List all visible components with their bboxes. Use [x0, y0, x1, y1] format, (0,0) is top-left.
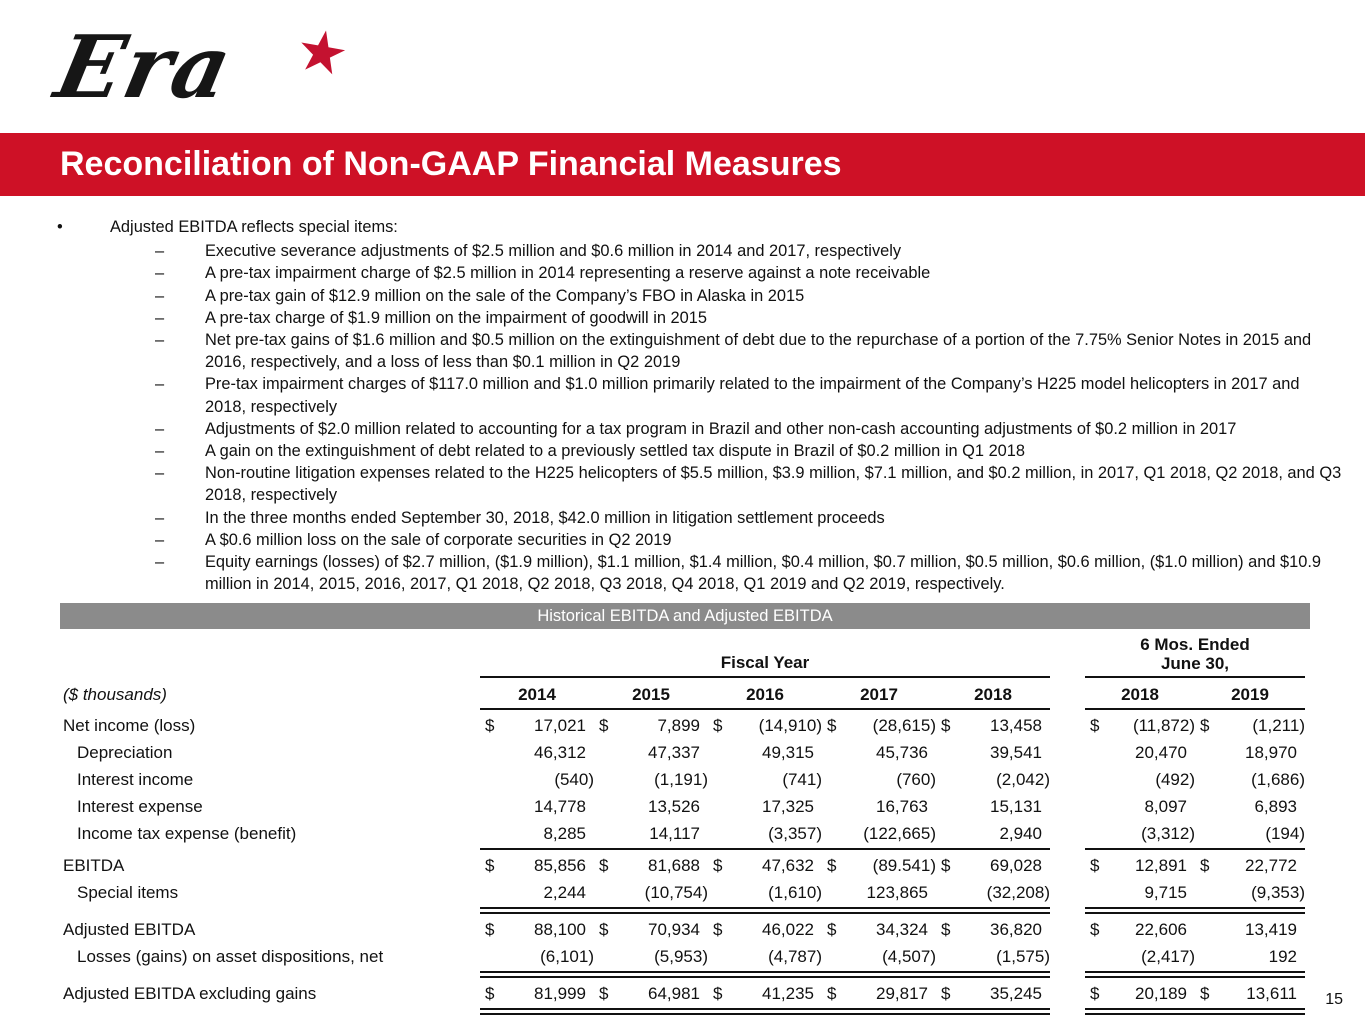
row-label: Interest expense [77, 796, 203, 816]
title-bar [0, 133, 1365, 196]
value-cell [822, 824, 936, 844]
cell-value: 16,763 [876, 796, 928, 816]
cell-value: (10,754) [644, 882, 708, 902]
cell-value: 81,999 [534, 983, 586, 1003]
table-row [63, 712, 1305, 739]
table-rule [480, 708, 1050, 710]
rule-row [63, 1008, 1305, 1015]
value-cell [594, 883, 708, 903]
value-cell [594, 984, 708, 1004]
year-header: 2015 [632, 685, 670, 704]
cell-value: 70,934 [648, 919, 700, 939]
cell-value: 22,606 [1135, 919, 1187, 939]
value-cell [594, 947, 708, 967]
dollar-sign: $ [941, 983, 951, 1003]
cell-value: 13,419 [1245, 919, 1297, 939]
row-label: Income tax expense (benefit) [77, 823, 297, 843]
cell-value: (9,353) [1251, 882, 1305, 902]
rule-row [63, 971, 1305, 978]
table-body [63, 712, 1305, 1015]
value-cell [936, 856, 1050, 876]
value-cell [708, 984, 822, 1004]
value-cell [822, 797, 936, 817]
cell-value: (492) [1155, 769, 1195, 789]
table-rule [480, 907, 1050, 914]
table-year-header-row [63, 678, 1305, 707]
table-row [63, 793, 1305, 820]
cell-value: 64,981 [648, 983, 700, 1003]
cell-value: 20,189 [1135, 983, 1187, 1003]
cell-value: (5,953) [654, 946, 708, 966]
rule-row [63, 708, 1305, 710]
year-header: 2016 [746, 685, 784, 704]
six-months-group-header [1085, 635, 1305, 678]
value-cell [708, 947, 822, 967]
dollar-sign: $ [485, 983, 495, 1003]
year-header: 2018 [974, 685, 1012, 704]
cell-value: 13,611 [1246, 983, 1297, 1003]
table-rule [1085, 971, 1305, 978]
star-icon: ★ [290, 15, 354, 90]
value-cell [594, 770, 708, 790]
table-group-header-row [63, 631, 1305, 678]
cell-value: 8,097 [1144, 796, 1187, 816]
table-rule [1085, 907, 1305, 914]
dollar-sign: $ [941, 855, 951, 875]
value-cell [480, 920, 594, 940]
dollar-sign: $ [1090, 983, 1100, 1003]
cell-value: (4,507) [882, 946, 936, 966]
cell-value: 6,893 [1254, 796, 1297, 816]
dollar-sign: $ [941, 715, 951, 735]
cell-value: (14,910) [758, 715, 822, 735]
value-cell [936, 947, 1050, 967]
table-row [63, 943, 1305, 970]
year-header: 2019 [1231, 685, 1269, 704]
value-cell [480, 716, 594, 736]
cell-value: 46,022 [762, 919, 814, 939]
value-cell [708, 770, 822, 790]
dollar-sign: $ [713, 983, 723, 1003]
value-cell [822, 716, 936, 736]
year-header: 2017 [860, 685, 898, 704]
bullet-sub-item: – Pre-tax impairment charges of $117.0 million and $1.0 million primarily related to the impairment of the Company’s H225 model helicopters in 2017 and 2018, respectively [155, 373, 1345, 417]
dollar-sign: $ [1200, 983, 1210, 1003]
cell-value: (1,686) [1251, 769, 1305, 789]
value-cell [480, 824, 594, 844]
cell-value: (1,575) [996, 946, 1050, 966]
cell-value: 49,315 [762, 742, 814, 762]
value-cell [708, 856, 822, 876]
value-cell [480, 770, 594, 790]
cell-value: 20,470 [1135, 742, 1187, 762]
table-title-text: Historical EBITDA and Adjusted EBITDA [537, 607, 833, 625]
row-label: Special items [77, 882, 179, 902]
cell-value: (6,101) [540, 946, 594, 966]
bullet-sub-item: – Non-routine litigation expenses related to the H225 helicopters of $5.5 million, $3.9 million, $7.1 million, and $0.2 million, in 2017, Q1 2018, Q2 2018, and Q3 2018, respectively [155, 462, 1345, 506]
cell-value: 2,940 [999, 823, 1042, 843]
value-cell [594, 797, 708, 817]
value-cell [1085, 920, 1195, 940]
value-cell [1195, 856, 1305, 876]
bullet-sub-item: – In the three months ended September 30, 2018, $42.0 million in litigation settlement proceeds [155, 507, 1345, 529]
table-row [63, 980, 1305, 1007]
cell-value: 18,970 [1245, 742, 1297, 762]
value-cell [594, 743, 708, 763]
cell-value: (1,211) [1252, 715, 1305, 735]
dollar-sign: $ [1090, 855, 1100, 875]
cell-value: 88,100 [534, 919, 586, 939]
bullet-sub-list [0, 240, 1365, 595]
cell-value: 2,244 [543, 882, 586, 902]
dollar-sign: $ [1200, 715, 1210, 735]
value-cell [1195, 947, 1305, 967]
dollar-sign: $ [1090, 919, 1100, 939]
value-cell [594, 824, 708, 844]
rule-row [63, 907, 1305, 914]
value-cell [594, 920, 708, 940]
dollar-sign: $ [485, 919, 495, 939]
financial-table [63, 631, 1305, 1017]
value-cell [594, 716, 708, 736]
cell-value: (3,357) [768, 823, 822, 843]
row-label: EBITDA [63, 855, 125, 875]
table-row [63, 739, 1305, 766]
dollar-sign: $ [827, 715, 837, 735]
bullet-sub-item: – A pre-tax impairment charge of $2.5 million in 2014 representing a reserve against a note receivable [155, 262, 1345, 284]
value-cell [822, 920, 936, 940]
cell-value: (741) [782, 769, 822, 789]
cell-value: 45,736 [876, 742, 928, 762]
value-cell [480, 856, 594, 876]
cell-value: 35,245 [990, 983, 1042, 1003]
value-cell [936, 984, 1050, 1004]
cell-value: 29,817 [876, 983, 928, 1003]
value-cell [1195, 883, 1305, 903]
bullet-sub-item: – A gain on the extinguishment of debt related to a previously settled tax dispute in Brazil of $0.2 million in Q1 2018 [155, 440, 1345, 462]
bullet-sub-item: – A pre-tax charge of $1.9 million on the impairment of goodwill in 2015 [155, 307, 1345, 329]
value-cell [708, 797, 822, 817]
value-cell [480, 984, 594, 1004]
value-cell [480, 947, 594, 967]
year-header: 2014 [518, 685, 556, 704]
dollar-sign: $ [713, 715, 723, 735]
table-rule [480, 971, 1050, 978]
rule-row [63, 848, 1305, 850]
value-cell [936, 824, 1050, 844]
cell-value: 47,337 [648, 742, 700, 762]
value-cell [1195, 824, 1305, 844]
dollar-sign: $ [713, 855, 723, 875]
dollar-sign: $ [1200, 855, 1210, 875]
value-cell [936, 883, 1050, 903]
dollar-sign: $ [827, 983, 837, 1003]
era-logo-text: Era [47, 17, 242, 118]
value-cell [1085, 716, 1195, 736]
dollar-sign: $ [713, 919, 723, 939]
row-label: Adjusted EBITDA excluding gains [63, 983, 317, 1003]
value-cell [822, 743, 936, 763]
value-cell [1195, 770, 1305, 790]
table-row [63, 820, 1305, 847]
dollar-sign: $ [599, 983, 609, 1003]
dollar-sign: $ [827, 855, 837, 875]
cell-value: 46,312 [534, 742, 586, 762]
dollar-sign: $ [827, 919, 837, 939]
units-label: ($ thousands) [63, 685, 167, 704]
page-title: Reconciliation of Non-GAAP Financial Measures [60, 145, 842, 183]
six-months-line2: June 30, [1160, 654, 1230, 673]
row-label: Losses (gains) on asset dispositions, net [77, 946, 384, 966]
value-cell [1195, 716, 1305, 736]
value-cell [708, 743, 822, 763]
cell-value: (89.541) [872, 855, 936, 875]
bullet-main-text: Adjusted EBITDA reflects special items: [110, 218, 398, 236]
table-title-band [60, 603, 1310, 629]
era-logo [47, 15, 372, 130]
cell-value: 12,891 [1135, 855, 1187, 875]
cell-value: (1,610) [768, 882, 822, 902]
table-row [63, 766, 1305, 793]
value-cell [822, 947, 936, 967]
bullet-sub-item: – A pre-tax gain of $12.9 million on the sale of the Company’s FBO in Alaska in 2015 [155, 285, 1345, 307]
value-cell [708, 824, 822, 844]
value-cell [822, 770, 936, 790]
bullet-sub-item: – Executive severance adjustments of $2.5 million and $0.6 million in 2014 and 2017, respectively [155, 240, 1345, 262]
cell-value: (122,665) [863, 823, 936, 843]
cell-value: (2,042) [996, 769, 1050, 789]
value-cell [708, 883, 822, 903]
cell-value: 85,856 [534, 855, 586, 875]
bullet-sub-item: – Adjustments of $2.0 million related to accounting for a tax program in Brazil and other non-cash accounting adjustments of $0.2 million in 2017 [155, 418, 1345, 440]
cell-value: 192 [1268, 946, 1297, 966]
cell-value: 9,715 [1144, 882, 1187, 902]
value-cell [1195, 920, 1305, 940]
row-label: Net income (loss) [63, 715, 196, 735]
cell-value: 17,325 [762, 796, 814, 816]
value-cell [936, 797, 1050, 817]
value-cell [822, 856, 936, 876]
row-label: Depreciation [77, 742, 173, 762]
value-cell [936, 716, 1050, 736]
page-number: 15 [1325, 991, 1343, 1008]
value-cell [936, 920, 1050, 940]
cell-value: 123,865 [866, 882, 928, 902]
cell-value: (760) [896, 769, 936, 789]
bullet-main-item [57, 216, 1365, 238]
cell-value: 34,324 [876, 919, 928, 939]
cell-value: (194) [1265, 823, 1305, 843]
value-cell [936, 743, 1050, 763]
value-cell [1085, 883, 1195, 903]
bullet-list [0, 216, 1365, 595]
bullet-sub-item: – Equity earnings (losses) of $2.7 million, ($1.9 million), $1.1 million, $1.4 million, $0.4 million, $0.7 million, $0.5 million, $0.6 million, ($1.0 million) and $10.9 million in 2014, 2015, 2016, 2017, Q1 2018, Q2 2018, Q3 2018, Q4 2018, Q1 2019 and Q2 2019, respectively. [155, 551, 1345, 595]
table-rule [1085, 708, 1305, 710]
cell-value: 7,899 [657, 715, 700, 735]
bullet-sub-item: – Net pre-tax gains of $1.6 million and $0.5 million on the extinguishment of debt due to the repurchase of a portion of the 7.75% Senior Notes in 2015 and 2016, respectively, and a loss of less than $0.1 million in Q2 2019 [155, 329, 1345, 373]
value-cell [1195, 743, 1305, 763]
dollar-sign: $ [485, 855, 495, 875]
value-cell [480, 743, 594, 763]
value-cell [1085, 797, 1195, 817]
table-rule [1085, 1008, 1305, 1015]
cell-value: 13,458 [990, 715, 1042, 735]
table-rule [480, 848, 1050, 850]
six-months-line1: 6 Mos. Ended [1140, 635, 1250, 654]
cell-value: 14,778 [534, 796, 586, 816]
value-cell [708, 920, 822, 940]
value-cell [1085, 770, 1195, 790]
cell-value: (11,872) [1132, 715, 1195, 735]
value-cell [822, 984, 936, 1004]
table-row [63, 916, 1305, 943]
bullet-sub-item: – A $0.6 million loss on the sale of corporate securities in Q2 2019 [155, 529, 1345, 551]
value-cell [1085, 856, 1195, 876]
cell-value: 69,028 [990, 855, 1042, 875]
cell-value: (540) [554, 769, 594, 789]
dollar-sign: $ [599, 715, 609, 735]
cell-value: (3,312) [1141, 823, 1195, 843]
value-cell [594, 856, 708, 876]
value-cell [936, 770, 1050, 790]
table-rule [480, 1008, 1050, 1015]
cell-value: 17,021 [534, 715, 586, 735]
table-row [63, 852, 1305, 879]
table-rule [1085, 848, 1305, 850]
cell-value: (1,191) [654, 769, 708, 789]
row-label: Adjusted EBITDA [63, 919, 196, 939]
cell-value: (28,615) [872, 715, 936, 735]
value-cell [1195, 797, 1305, 817]
value-cell [1085, 984, 1195, 1004]
cell-value: 13,526 [648, 796, 700, 816]
dollar-sign: $ [599, 855, 609, 875]
cell-value: (32,208) [986, 882, 1050, 902]
value-cell [1085, 947, 1195, 967]
value-cell [822, 883, 936, 903]
row-label: Interest income [77, 769, 194, 789]
cell-value: 8,285 [543, 823, 586, 843]
cell-value: 14,117 [649, 823, 700, 843]
cell-value: (4,787) [768, 946, 822, 966]
cell-value: 15,131 [990, 796, 1042, 816]
cell-value: 47,632 [762, 855, 814, 875]
dollar-sign: $ [485, 715, 495, 735]
year-header: 2018 [1121, 685, 1159, 704]
cell-value: 22,772 [1245, 855, 1297, 875]
dollar-sign: $ [1090, 715, 1100, 735]
value-cell [708, 716, 822, 736]
dollar-sign: $ [599, 919, 609, 939]
value-cell [480, 797, 594, 817]
value-cell [1195, 984, 1305, 1004]
dollar-sign: $ [941, 919, 951, 939]
cell-value: 36,820 [990, 919, 1042, 939]
value-cell [1085, 743, 1195, 763]
cell-value: 39,541 [990, 742, 1042, 762]
table-row [63, 879, 1305, 906]
cell-value: 81,688 [648, 855, 700, 875]
cell-value: (2,417) [1141, 946, 1195, 966]
value-cell [1085, 824, 1195, 844]
value-cell [480, 883, 594, 903]
cell-value: 41,235 [762, 983, 814, 1003]
fiscal-year-group-header: Fiscal Year [480, 653, 1050, 678]
